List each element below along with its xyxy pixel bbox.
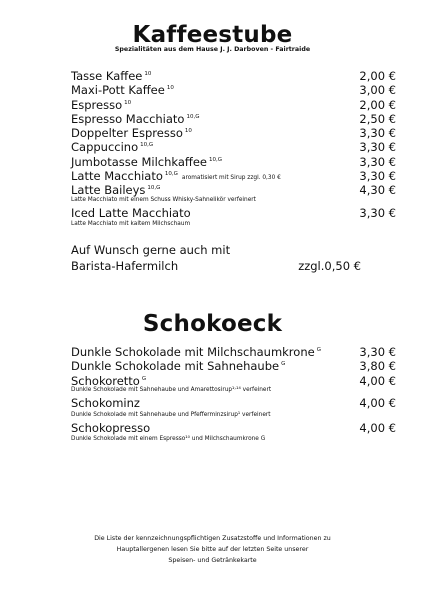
menu-item [71, 110, 397, 124]
item-price: 3,30 € [359, 126, 396, 141]
item-price: 2,00 € [359, 69, 396, 83]
item-name: Espresso Macchiato [71, 111, 185, 126]
wish-line-1: Auf Wunsch gerne auch mit [71, 243, 231, 257]
menu-item [71, 181, 397, 204]
item-name: Schokominz [71, 396, 140, 411]
menu-item [71, 96, 397, 110]
menu-item-row [71, 357, 397, 374]
menu-item-row [71, 110, 397, 124]
schoko-menu-list [71, 343, 397, 446]
menu-item [71, 421, 397, 444]
item-description: Latte Macchiato mit kaltem Milchschaum [71, 221, 191, 228]
footer-line-1: Die Liste der kennzeichnungspflichtigen Zusatzstoffe und Informationen zu [94, 535, 331, 542]
menu-item-row [71, 372, 397, 386]
allergen-marker: 10 [124, 99, 132, 106]
allergen-marker: 10 [144, 71, 152, 77]
wish-price: zzgl.0,50 € [298, 259, 361, 273]
menu-item-row [71, 343, 397, 357]
allergen-marker: 10 [184, 128, 192, 135]
item-description: Dunkle Schokolade mit Sahnehaube und Amarettosirup¹˒¹⁴ verfeinert [71, 386, 272, 393]
item-description: Dunkle Schokolade mit Sahnehaube und Pfefferminzsirup¹ verfeinert [71, 411, 271, 418]
menu-item [71, 67, 397, 81]
item-name: Maxi-Pott Kaffee [71, 83, 165, 98]
item-price: 2,50 € [359, 111, 396, 126]
barista-hafermilch-note [71, 242, 361, 274]
wish-line-2-row [71, 258, 361, 274]
item-name: Latte Baileys [71, 183, 146, 198]
menu-item [71, 81, 397, 98]
footer-line-2: Hauptallergenen lesen Sie bitte auf der letzten Seite unserer [116, 546, 309, 554]
kaffeestube-title: Kaffeestube [132, 22, 293, 48]
item-inline-note: aromatisiert mit Sirup zzgl. 0,30 € [181, 175, 281, 182]
item-name: Cappuccino [71, 140, 139, 155]
item-name-block [71, 396, 140, 410]
item-name: Espresso [71, 97, 123, 112]
item-price: 3,30 € [359, 140, 396, 155]
menu-item [71, 357, 397, 374]
item-name: Latte Macchiato [71, 169, 163, 184]
menu-item [71, 206, 397, 229]
menu-item-row [71, 81, 397, 98]
footer-line-3: Speisen- und Getränkekarte [168, 557, 257, 565]
item-name: Iced Latte Macchiato [71, 206, 191, 221]
item-name: Jumbotasse Milchkaffee [71, 154, 207, 169]
kaffeestube-subtitle: Spezialitäten aus dem Hause J. J. Darboven - Fairtraide [114, 46, 311, 53]
menu-item-row [71, 124, 397, 141]
item-price: 3,30 € [359, 169, 396, 184]
item-description: Latte Macchiato mit einem Schuss Whisky-Sahnelikör verfeinert [71, 196, 256, 203]
menu-item-row [71, 153, 397, 167]
wish-line-2: Barista-Hafermilch [71, 259, 179, 273]
menu-item-row [71, 396, 397, 410]
allergen-marker: 10 [166, 85, 174, 92]
item-price: 2,00 € [359, 97, 396, 112]
menu-item [71, 124, 397, 141]
allergen-marker: G [141, 375, 147, 382]
menu-item [71, 343, 397, 357]
item-name: Dunkle Schokolade mit Milchschaumkrone [71, 345, 315, 359]
item-price: 3,30 € [359, 154, 396, 169]
menu-item [71, 153, 397, 167]
menu-item [71, 396, 397, 419]
item-price: 3,30 € [359, 206, 396, 221]
menu-item [71, 167, 397, 184]
menu-item [71, 372, 397, 395]
menu-item-row [71, 96, 397, 110]
item-price: 4,00 € [359, 421, 396, 436]
allergen-marker: 10,G [147, 185, 161, 192]
menu-item-row [71, 421, 397, 435]
item-name: Tasse Kaffee [71, 69, 143, 83]
item-price: 4,30 € [359, 183, 396, 198]
item-description: Dunkle Schokolade mit einem Espresso¹⁰ und Milchschaumkrone G [71, 436, 266, 443]
item-price: 4,00 € [359, 396, 396, 411]
menu-item-row [71, 206, 397, 220]
menu-item-row [71, 181, 397, 198]
item-name: Schokopresso [71, 421, 151, 436]
allergen-marker: G [281, 361, 286, 368]
item-price: 4,00 € [359, 373, 396, 388]
allergen-footer [0, 533, 425, 567]
item-price: 3,30 € [359, 345, 396, 359]
allergen-marker: 10,G [209, 156, 223, 163]
item-name-block [71, 421, 150, 435]
allergen-marker: 10,G [164, 171, 178, 178]
menu-item-row [71, 138, 397, 155]
item-name: Schokoretto [71, 373, 140, 388]
allergen-marker: G [316, 347, 321, 353]
menu-item [71, 138, 397, 155]
kaffee-menu-list [71, 67, 397, 231]
item-name-block [71, 206, 191, 220]
item-name: Dunkle Schokolade mit Sahnehaube [71, 359, 280, 374]
item-price: 3,00 € [359, 83, 396, 98]
menu-item-row [71, 167, 397, 184]
schokoeck-title: Schokoeck [142, 311, 283, 337]
item-name: Doppelter Espresso [71, 126, 183, 141]
allergen-marker: 10,G [140, 142, 154, 149]
allergen-marker: 10,G [186, 113, 200, 120]
menu-item-row [71, 67, 397, 81]
item-price: 3,80 € [359, 359, 396, 374]
